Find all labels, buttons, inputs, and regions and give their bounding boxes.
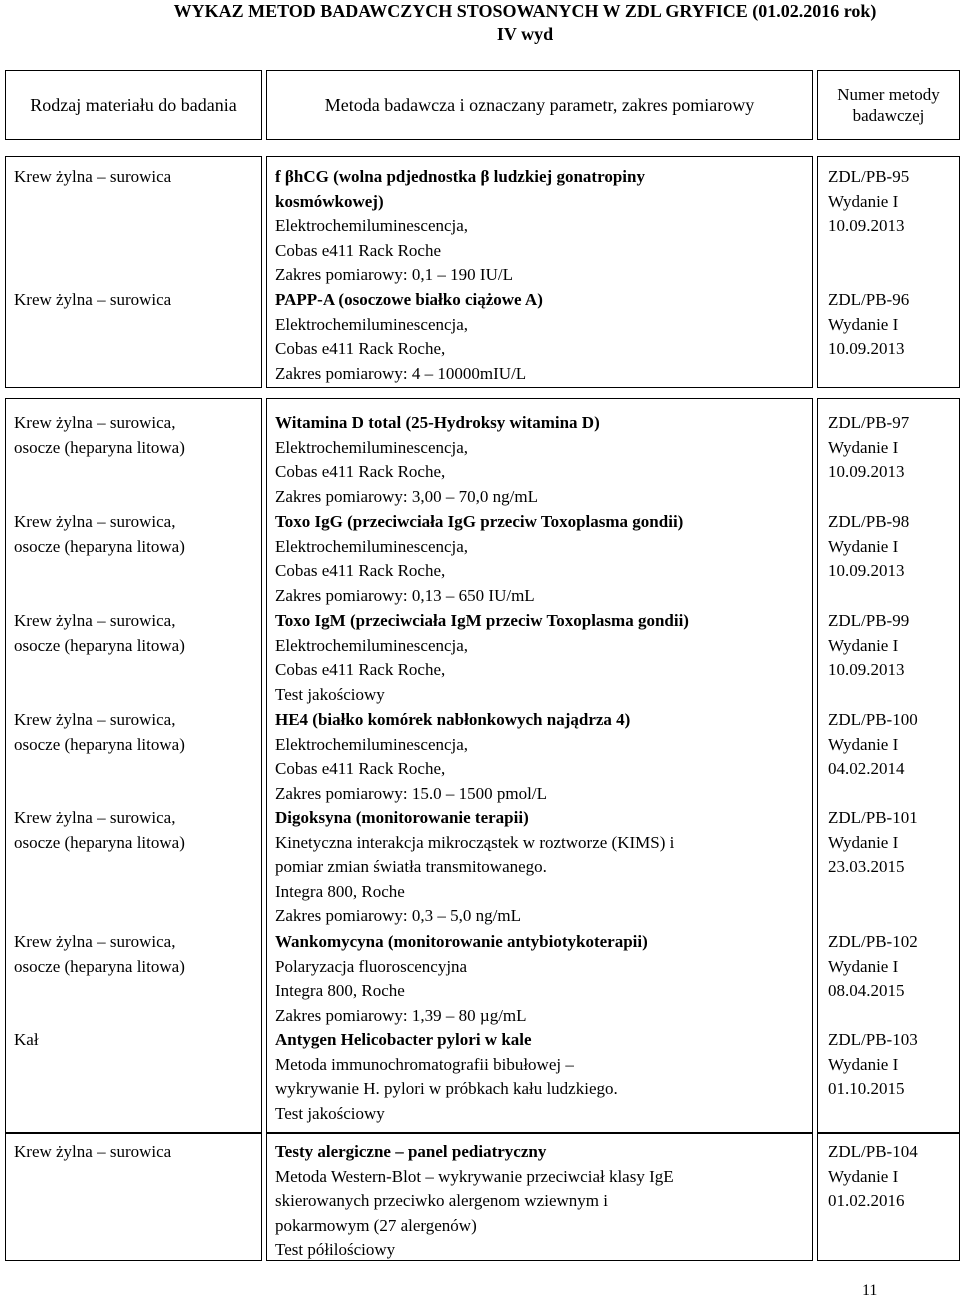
method-row-2: Witamina D total (25-Hydroksy witamina D) Elektrochemiluminescencja, Cobas e411 Rack Roche, Zakres pomiarowy: 3,00 – 70,0 ng/mL <box>275 411 808 509</box>
section-1-number-cell <box>817 156 960 388</box>
material-row-9: Krew żylna – surowica <box>14 1142 172 1161</box>
number-row-2: ZDL/PB-97 Wydanie I 10.09.2013 <box>828 413 910 481</box>
method-row-4: Toxo IgM (przeciwciała IgM przeciw Toxoplasma gondii) Elektrochemiluminescencja, Cobas e411 Rack Roche, Test jakościowy <box>275 609 808 707</box>
method-title: f βhCG (wolna pdjednostka β ludzkiej gonatropiny kosmówkowej) <box>275 167 645 211</box>
method-title: Toxo IgG (przeciwciała IgG przeciw Toxoplasma gondii) <box>275 512 684 531</box>
material-row-5: Krew żylna – surowica, osocze (heparyna litowa) <box>14 710 185 754</box>
material-row-3: Krew żylna – surowica, osocze (heparyna litowa) <box>14 512 185 556</box>
material-row-4: Krew żylna – surowica, osocze (heparyna litowa) <box>14 611 185 655</box>
header-material: Rodzaj materiału do badania <box>5 70 262 140</box>
method-title: Toxo IgM (przeciwciała IgM przeciw Toxoplasma gondii) <box>275 611 689 630</box>
number-row-5: ZDL/PB-100 Wydanie I 04.02.2014 <box>828 710 918 778</box>
number-row-8: ZDL/PB-103 Wydanie I 01.10.2015 <box>828 1030 918 1098</box>
method-title: Wankomycyna (monitorowanie antybiotykoterapii) <box>275 932 648 951</box>
section-3-material-cell <box>5 1133 262 1261</box>
method-row-3: Toxo IgG (przeciwciała IgG przeciw Toxoplasma gondii) Elektrochemiluminescencja, Cobas e411 Rack Roche, Zakres pomiarowy: 0,13 – 650 IU/mL <box>275 510 808 608</box>
number-row-6: ZDL/PB-101 Wydanie I 23.03.2015 <box>828 808 918 876</box>
material-row-1: Krew żylna – surowica <box>14 290 172 309</box>
section-2-method-cell <box>266 398 813 1133</box>
method-title: Antygen Helicobacter pylori w kale <box>275 1030 532 1049</box>
section-1-material-cell <box>5 156 262 388</box>
page-number: 11 <box>862 1282 878 1299</box>
method-row-9: Testy alergiczne – panel pediatryczny Metoda Western-Blot – wykrywanie przeciwciał klasy IgE skierowanych przeciwko alergenom wziewnym i pokarmowym (27 alergenów) Test półilościowy <box>275 1140 808 1263</box>
number-row-7: ZDL/PB-102 Wydanie I 08.04.2015 <box>828 932 918 1000</box>
method-title: Witamina D total (25-Hydroksy witamina D) <box>275 413 600 432</box>
material-row-8: Kał <box>14 1030 39 1049</box>
material-row-0: Krew żylna – surowica <box>14 167 172 186</box>
method-title: Digoksyna (monitorowanie terapii) <box>275 808 529 827</box>
header-number: Numer metody badawczej <box>817 70 960 140</box>
section-1-method-cell <box>266 156 813 388</box>
material-row-7: Krew żylna – surowica, osocze (heparyna litowa) <box>14 932 185 976</box>
section-2-material-cell <box>5 398 262 1133</box>
method-row-8: Antygen Helicobacter pylori w kale Metoda immunochromatografii bibułowej – wykrywanie H. pylori w próbkach kału ludzkiego. Test jakościowy <box>275 1028 808 1126</box>
number-row-3: ZDL/PB-98 Wydanie I 10.09.2013 <box>828 512 910 580</box>
material-row-6: Krew żylna – surowica, osocze (heparyna litowa) <box>14 808 185 852</box>
material-row-2: Krew żylna – surowica, osocze (heparyna litowa) <box>14 413 185 457</box>
method-row-0: f βhCG (wolna pdjednostka β ludzkiej gonatropiny kosmówkowej) Elektrochemiluminescencja, Cobas e411 Rack Roche Zakres pomiarowy: 0,1 – 190 IU/L <box>275 165 808 288</box>
header-method: Metoda badawcza i oznaczany parametr, zakres pomiarowy <box>266 70 813 140</box>
title-line-2: IV wyd <box>496 24 554 44</box>
section-2-number-cell <box>817 398 960 1133</box>
section-3-number-cell <box>817 1133 960 1261</box>
section-3-method-cell <box>266 1133 813 1261</box>
method-title: HE4 (białko komórek nabłonkowych najądrza 4) <box>275 710 631 729</box>
number-row-9: ZDL/PB-104 Wydanie I 01.02.2016 <box>828 1142 918 1210</box>
method-row-1: PAPP-A (osoczowe białko ciążowe A) Elektrochemiluminescencja, Cobas e411 Rack Roche, Zakres pomiarowy: 4 – 10000mIU/L <box>275 288 808 386</box>
number-row-0: ZDL/PB-95 Wydanie I 10.09.2013 <box>828 167 910 235</box>
method-row-6: Digoksyna (monitorowanie terapii) Kinetyczna interakcja mikrocząstek w roztworze (KIMS) i pomiar zmian światła transmitowanego. Integra 800, Roche Zakres pomiarowy: 0,3 – 5,0 ng/mL <box>275 806 808 929</box>
method-title: Testy alergiczne – panel pediatryczny <box>275 1142 547 1161</box>
method-row-7: Wankomycyna (monitorowanie antybiotykoterapii) Polaryzacja fluoroscencyjna Integra 800, Roche Zakres pomiarowy: 1,39 – 80 µg/mL <box>275 930 808 1028</box>
method-title: PAPP-A (osoczowe białko ciążowe A) <box>275 290 543 309</box>
title-line-1: WYKAZ METOD BADAWCZYCH STOSOWANYCH W ZDL GRYFICE (01.02.2016 rok) <box>173 1 877 21</box>
method-row-5: HE4 (białko komórek nabłonkowych najądrza 4) Elektrochemiluminescencja, Cobas e411 Rack Roche, Zakres pomiarowy: 15.0 – 1500 pmol/L <box>275 708 808 806</box>
number-row-4: ZDL/PB-99 Wydanie I 10.09.2013 <box>828 611 910 679</box>
number-row-1: ZDL/PB-96 Wydanie I 10.09.2013 <box>828 290 910 358</box>
document-title <box>0 0 960 46</box>
